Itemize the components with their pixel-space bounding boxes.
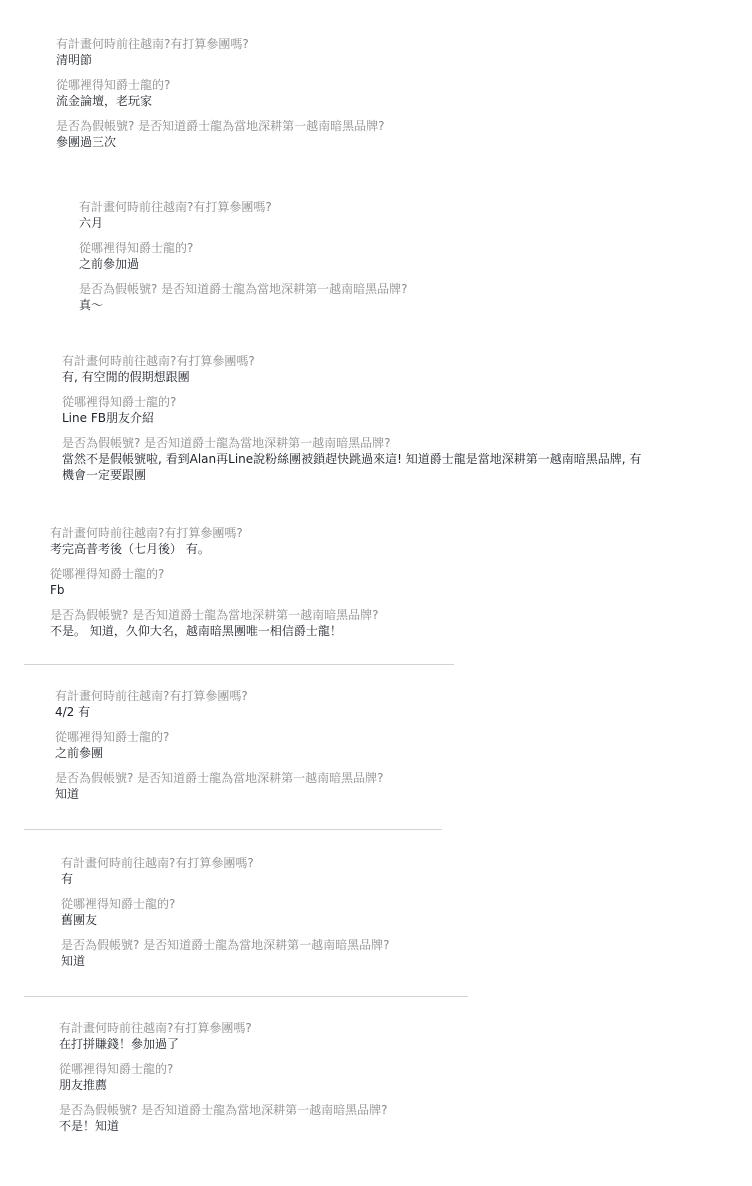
question-fake: 是否為假帳號? 是否知道爵士龍為當地深耕第一越南暗黑品牌? <box>59 1103 388 1117</box>
question-fake: 是否為假帳號? 是否知道爵士龍為當地深耕第一越南暗黑品牌? <box>55 771 384 785</box>
divider <box>24 996 468 997</box>
response-card-2 <box>79 199 408 322</box>
answer-plan: 清明節 <box>56 53 93 67</box>
answer-fake: 知道 <box>55 787 80 801</box>
response-card-5 <box>55 688 384 811</box>
question-source: 從哪裡得知爵士龍的? <box>55 730 170 744</box>
response-card-1 <box>56 36 385 159</box>
question-source: 從哪裡得知爵士龍的? <box>50 567 165 581</box>
question-source: 從哪裡得知爵士龍的? <box>56 78 171 92</box>
answer-plan: 有 <box>61 872 74 886</box>
answer-source: 朋友推薦 <box>59 1078 108 1092</box>
answer-source: Line FB朋友介紹 <box>62 411 154 425</box>
answer-fake: 參團過三次 <box>56 135 117 149</box>
question-plan: 有計畫何時前往越南?有打算參團嗎? <box>50 526 243 540</box>
question-source: 從哪裡得知爵士龍的? <box>61 897 176 911</box>
answer-source: 流金論壇，老玩家 <box>56 94 153 108</box>
answer-source: 之前參加過 <box>79 257 140 271</box>
answer-source: Fb <box>50 583 65 597</box>
answer-plan: 有, 有空閒的假期想跟團 <box>62 370 190 384</box>
answer-fake: 真～ <box>79 298 104 312</box>
response-card-4 <box>50 525 379 648</box>
question-plan: 有計畫何時前往越南?有打算參團嗎? <box>62 354 255 368</box>
question-source: 從哪裡得知爵士龍的? <box>59 1062 174 1076</box>
response-card-6 <box>61 855 390 978</box>
response-card-7 <box>59 1020 388 1143</box>
response-card-3 <box>62 353 647 492</box>
question-plan: 有計畫何時前往越南?有打算參團嗎? <box>56 37 249 51</box>
question-fake: 是否為假帳號? 是否知道爵士龍為當地深耕第一越南暗黑品牌? <box>79 282 408 296</box>
divider <box>24 829 442 830</box>
question-plan: 有計畫何時前往越南?有打算參團嗎? <box>79 200 272 214</box>
answer-plan: 4/2 有 <box>55 705 91 719</box>
answer-plan: 六月 <box>79 216 104 230</box>
divider <box>24 664 454 665</box>
question-fake: 是否為假帳號? 是否知道爵士龍為當地深耕第一越南暗黑品牌? <box>50 608 379 622</box>
question-fake: 是否為假帳號? 是否知道爵士龍為當地深耕第一越南暗黑品牌? <box>61 938 390 952</box>
question-source: 從哪裡得知爵士龍的? <box>62 395 177 409</box>
question-plan: 有計畫何時前往越南?有打算參團嗎? <box>59 1021 252 1035</box>
answer-plan: 在打拼賺錢！參加過了 <box>59 1037 180 1051</box>
answer-fake: 不是！知道 <box>59 1119 120 1133</box>
question-plan: 有計畫何時前往越南?有打算參團嗎? <box>61 856 254 870</box>
answer-source: 舊團友 <box>61 913 98 927</box>
question-source: 從哪裡得知爵士龍的? <box>79 241 194 255</box>
answer-fake: 當然不是假帳號啦, 看到Alan再Line說粉絲團被鎖趕快跳過來這! 知道爵士龍是當地深耕第一越南暗黑品牌, 有機會一定要跟團 <box>62 452 642 482</box>
answer-plan: 考完高普考後（七月後） 有。 <box>50 542 210 556</box>
question-fake: 是否為假帳號? 是否知道爵士龍為當地深耕第一越南暗黑品牌? <box>56 119 385 133</box>
question-plan: 有計畫何時前往越南?有打算參團嗎? <box>55 689 248 703</box>
answer-fake: 知道 <box>61 954 86 968</box>
answer-source: 之前參團 <box>55 746 104 760</box>
answer-fake: 不是。 知道，久仰大名，越南暗黑團唯一相信爵士龍！ <box>50 624 342 638</box>
question-fake: 是否為假帳號? 是否知道爵士龍為當地深耕第一越南暗黑品牌? <box>62 436 391 450</box>
